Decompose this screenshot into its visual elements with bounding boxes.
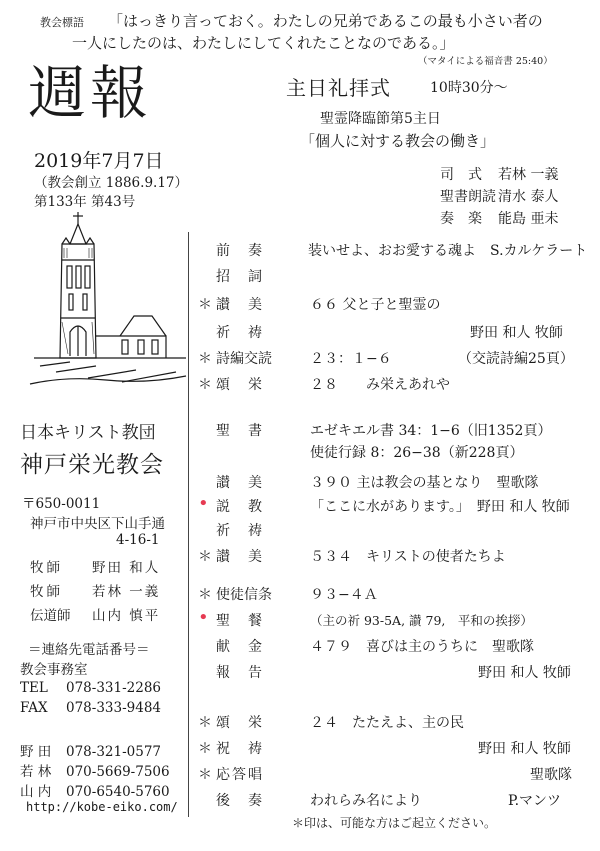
phone-number: 078-333-9484 — [66, 700, 162, 716]
order-mark: ＊ — [198, 297, 212, 313]
order-content: ２４ たたえよ、主の民 — [310, 715, 464, 731]
order-content: （主の祈 93-5A, 讃 79, 平和の挨拶） — [310, 613, 533, 628]
column-divider — [188, 232, 189, 817]
order-content: ２８ み栄えあれや — [310, 377, 450, 393]
leader-name: 能島 亜未 — [498, 211, 559, 227]
issue-date: 2019年7月7日 — [34, 150, 164, 172]
order-content: ２３：１−６ — [310, 351, 392, 367]
order-label: 前 奏 — [216, 243, 264, 259]
order-label: 祝 祷 — [216, 741, 264, 757]
leader-name: 清水 泰人 — [498, 189, 559, 205]
paper-title: 週報 — [28, 59, 153, 127]
phone-row — [20, 760, 170, 780]
church-office-label: 教会事務室 — [20, 662, 88, 678]
phone-row — [20, 780, 170, 800]
order-label: 頌 栄 — [216, 377, 264, 393]
order-label: 使徒信条 — [216, 587, 272, 603]
phone-number: 070-5669-7506 — [66, 764, 170, 780]
staff-name: 若林 一義 — [92, 584, 161, 600]
phone-label: 山 内 — [20, 784, 52, 800]
order-mark: ＊ — [198, 351, 212, 367]
order-label: 聖 餐 — [216, 613, 264, 629]
order-mark: ＊ — [198, 587, 212, 603]
order-content: ６６ 父と子と聖霊の — [310, 297, 441, 313]
leader-role: 司 式 — [440, 167, 482, 183]
staff-name: 野田 和人 — [92, 560, 161, 576]
motto-source: （マタイによる福音書 25:40） — [418, 56, 553, 67]
report-officiant: 野田 和人 牧師 — [478, 665, 571, 681]
staff-row — [30, 580, 160, 600]
website-link[interactable]: http://kobe-eiko.com/ — [26, 800, 178, 814]
phone-row — [20, 700, 161, 716]
leader-name: 若林 一義 — [498, 167, 559, 183]
psalter-page: （交読詩編25頁） — [458, 351, 574, 367]
church-illustration — [26, 208, 194, 390]
phone-number: 078-321-0577 — [66, 744, 162, 760]
prayer-officiant: 野田 和人 牧師 — [470, 325, 563, 341]
order-mark: • — [198, 607, 209, 628]
order-mark: ＊ — [198, 715, 212, 731]
church-name: 神戸栄光教会 — [20, 452, 164, 478]
staff-role: 牧師 — [30, 584, 63, 600]
founded-date: （教会創立 1886.9.17） — [34, 175, 188, 191]
order-content: ４７９ 喜びは主のうちに 聖歌隊 — [310, 639, 534, 655]
order-label: 祈 祷 — [216, 325, 264, 341]
order-content: ５３４ キリストの使者たちよ — [310, 549, 506, 565]
phone-number: 078-331-2286 — [66, 680, 162, 696]
order-content: われらみ名により — [310, 793, 422, 809]
order-label: 献 金 — [216, 639, 264, 655]
leader-role: 奏 楽 — [440, 211, 482, 227]
staff-name: 山内 慎平 — [92, 608, 161, 624]
order-mark: ＊ — [198, 549, 212, 565]
phone-row — [20, 740, 161, 760]
staff-role: 牧師 — [30, 560, 63, 576]
staff-row — [30, 556, 160, 576]
leader-row — [440, 186, 558, 206]
standing-note: ＊印は、可能な方はご起立ください。 — [292, 816, 497, 830]
leader-row — [440, 208, 558, 228]
phone-number: 070-6540-5760 — [66, 784, 170, 800]
order-label: 応答唱 — [216, 767, 264, 783]
order-label: 祈 祷 — [216, 523, 264, 539]
service-theme: 「個人に対する教会の働き」 — [300, 132, 496, 150]
leader-row — [440, 164, 558, 184]
order-label: 讃 美 — [216, 297, 264, 313]
order-label: 讃 美 — [216, 549, 264, 565]
denomination: 日本キリスト教団 — [20, 423, 156, 443]
address-line-2: 4-16-1 — [116, 532, 160, 548]
order-label: 招 詞 — [216, 269, 264, 285]
order-label: 後 奏 — [216, 793, 264, 809]
order-mark: ＊ — [198, 767, 212, 783]
order-label: 説 教 — [216, 499, 264, 515]
order-mark: ＊ — [198, 377, 212, 393]
phone-label: TEL — [20, 680, 48, 696]
order-label: 報 告 — [216, 665, 264, 681]
staff-row — [30, 604, 160, 624]
motto-line-2: 一人にしたのは、わたしにしてくれたことなのである。」 — [72, 34, 455, 52]
phone-label: 若 林 — [20, 764, 52, 780]
response-choir: 聖歌隊 — [530, 767, 572, 783]
order-label: 頌 栄 — [216, 715, 264, 731]
order-content: エゼキエル書 34：1−6（旧1352頁） — [310, 423, 552, 439]
order-label: 詩編交読 — [216, 351, 272, 367]
order-label: 讃 美 — [216, 475, 264, 491]
order-label: 聖 書 — [216, 423, 264, 439]
liturgical-sunday: 聖霊降臨節第5主日 — [320, 111, 441, 127]
staff-role: 伝道師 — [30, 608, 71, 624]
issue-number: 第133年 第43号 — [34, 194, 136, 210]
leader-role: 聖書朗読 — [440, 189, 496, 205]
phone-row — [20, 680, 161, 696]
order-content: 使徒行録 8：26−38（新228頁） — [310, 445, 524, 461]
order-content: 装いせよ、おお愛する魂よ S.カルケラート — [308, 243, 588, 259]
order-content: 「ここに水があります。」 野田 和人 牧師 — [310, 499, 570, 515]
order-content: ９３−４Ａ — [310, 587, 378, 603]
order-content: ３９０ 主は教会の基となり 聖歌隊 — [310, 475, 539, 491]
postal-code: 〒650-0011 — [22, 496, 101, 512]
postlude-composer: P.マンツ — [508, 793, 562, 809]
motto-line-1: 「はっきり言っておく。わたしの兄弟であるこの最も小さい者の — [108, 12, 543, 30]
phone-label: FAX — [20, 700, 48, 716]
service-time: 10時30分～ — [430, 80, 508, 96]
order-mark: ＊ — [198, 741, 212, 757]
order-mark: • — [198, 493, 209, 514]
benediction-officiant: 野田 和人 牧師 — [478, 741, 571, 757]
motto-label: 教会標語 — [40, 16, 84, 29]
service-title: 主日礼拝式 — [286, 76, 391, 100]
address-line-1: 神戸市中央区下山手通 — [30, 516, 165, 532]
contact-header: ＝連絡先電話番号＝ — [28, 642, 150, 658]
phone-label: 野 田 — [20, 744, 52, 760]
